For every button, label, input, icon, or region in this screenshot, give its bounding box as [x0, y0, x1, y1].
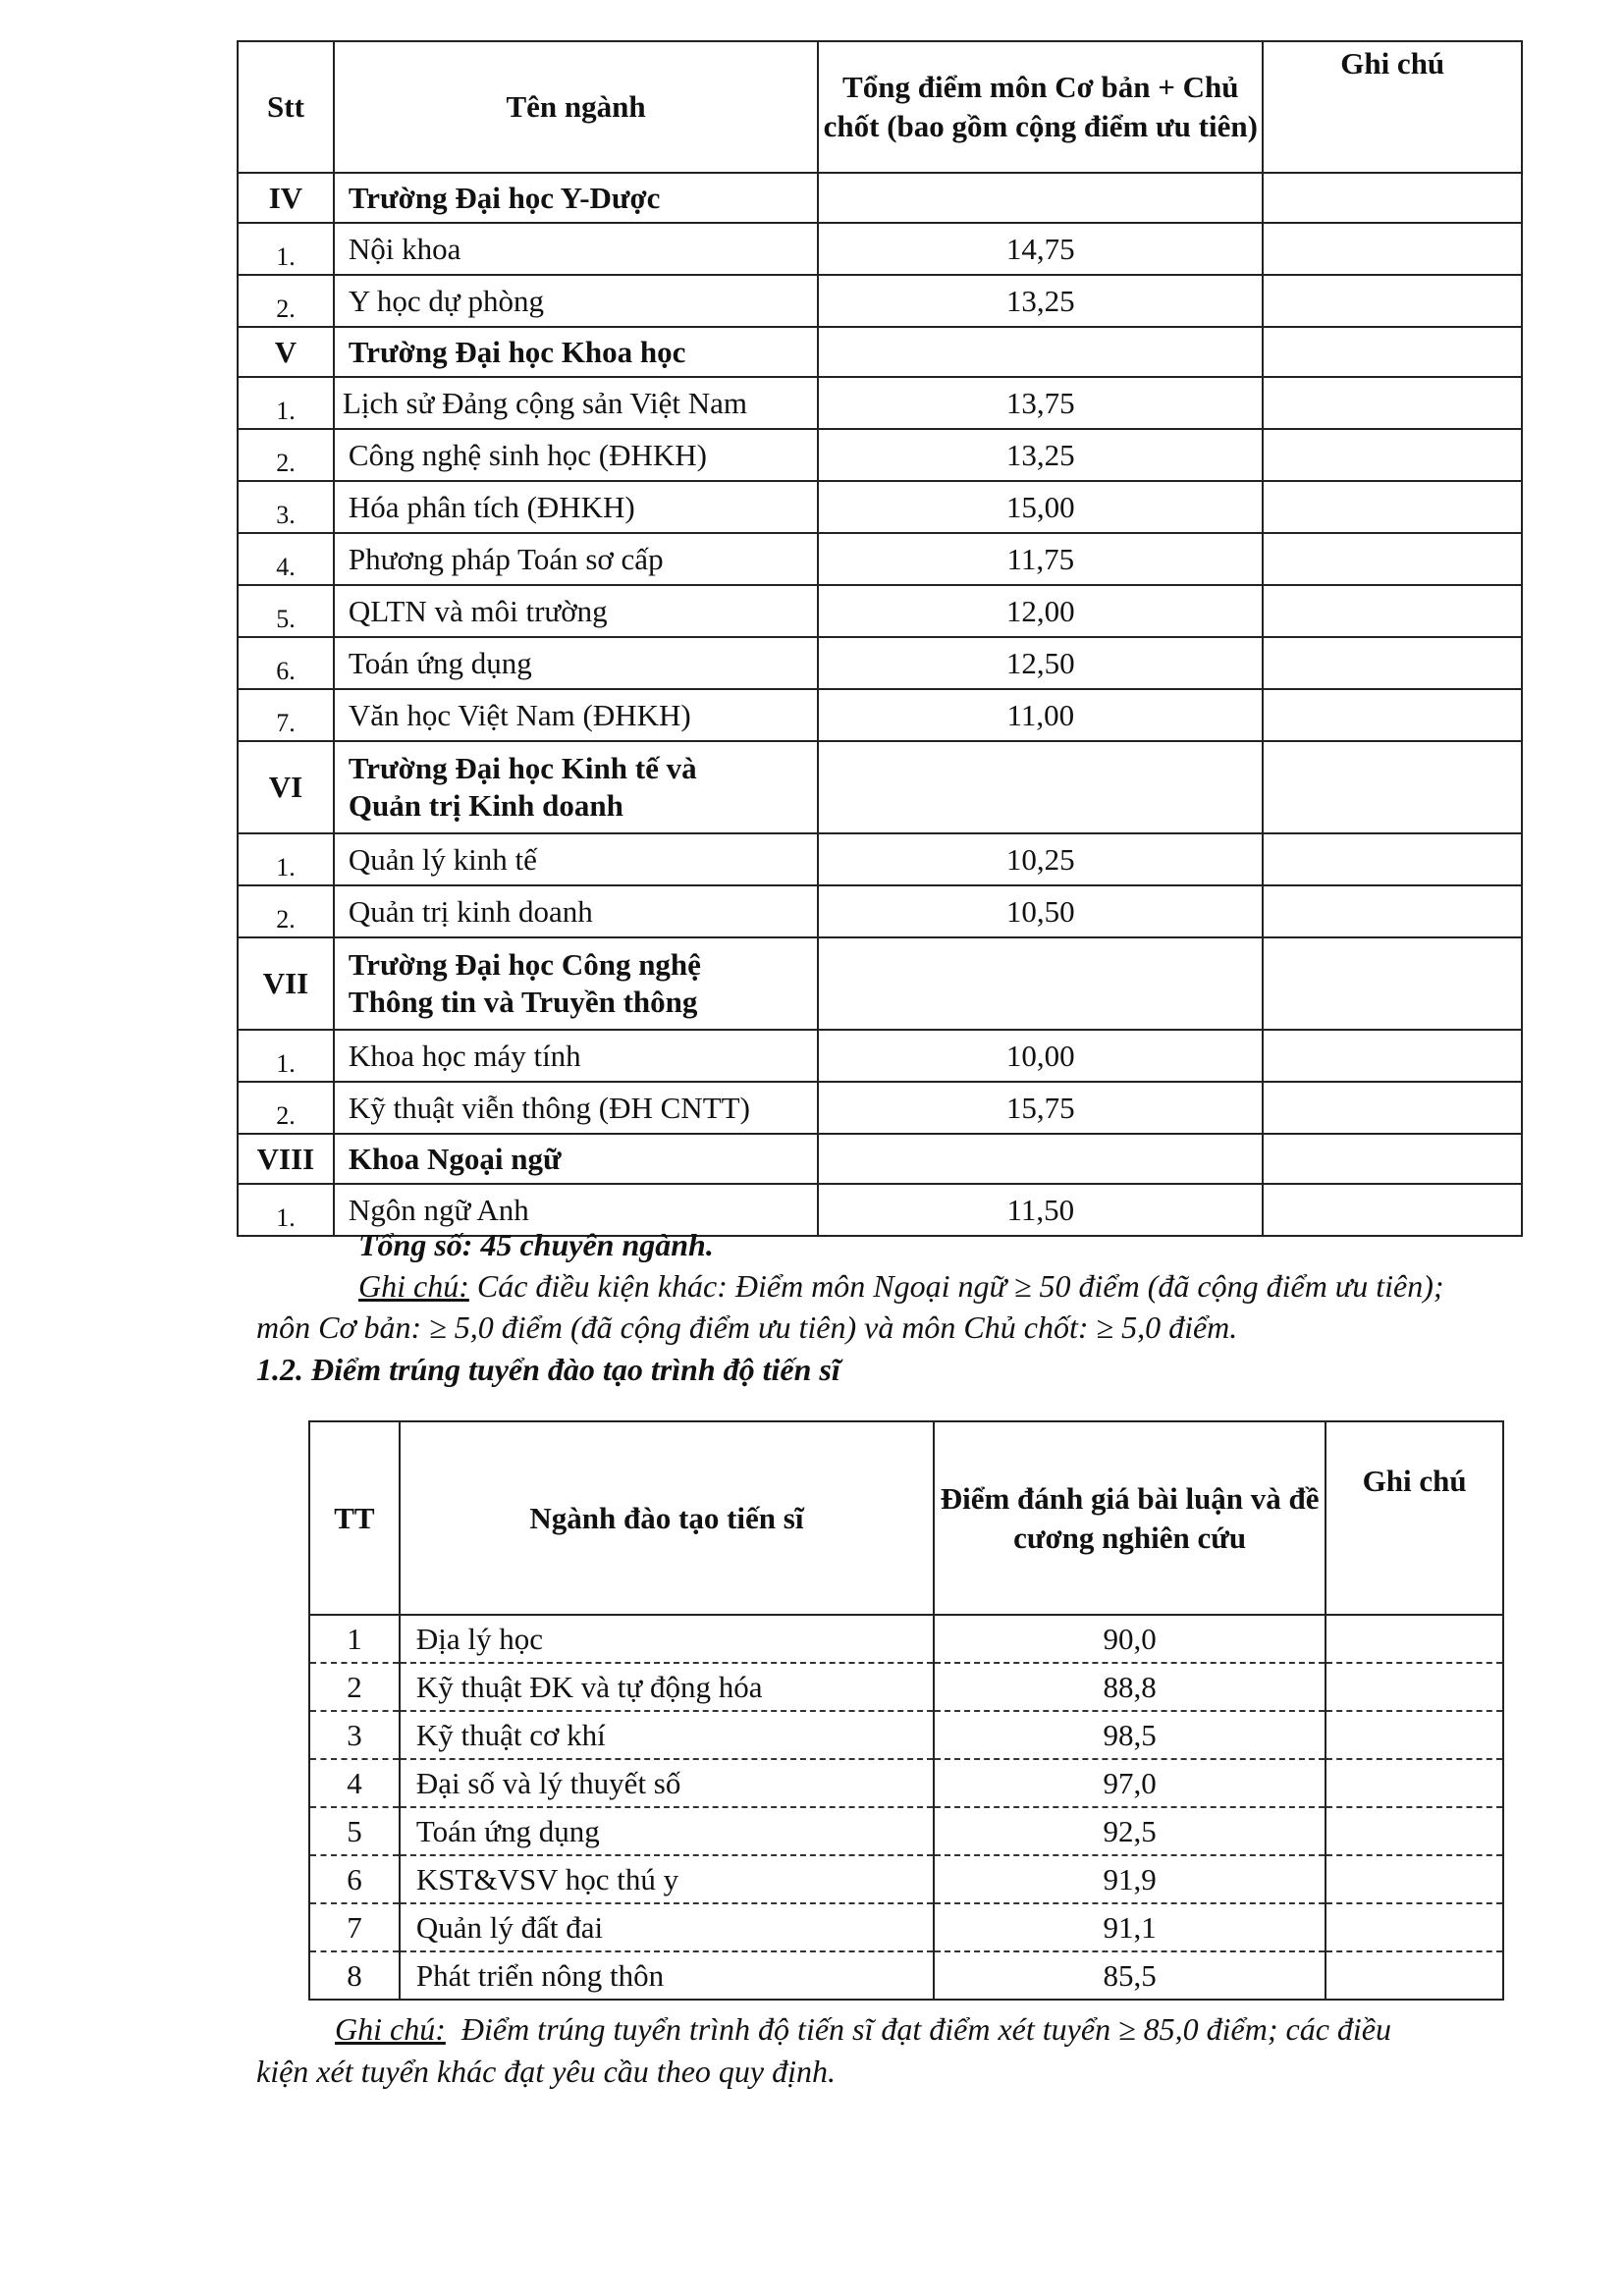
row-number: 6.: [238, 637, 334, 689]
header-major-name: Tên ngành: [334, 41, 818, 173]
phd-major-name: Quản lý đất đai: [400, 1903, 934, 1951]
table-row: [238, 885, 1522, 937]
phd-score: 88,8: [934, 1663, 1325, 1711]
table-row: [238, 223, 1522, 275]
row-number: 2: [309, 1663, 400, 1711]
phd-note: [1325, 1711, 1503, 1759]
phd-major-name: Địa lý học: [400, 1615, 934, 1663]
header-stt: Stt: [238, 41, 334, 173]
major-note: [1263, 429, 1522, 481]
section-name: Khoa Ngoại ngữ: [334, 1134, 818, 1184]
phd-score: 92,5: [934, 1807, 1325, 1855]
table-row: [238, 275, 1522, 327]
row-number: 5.: [238, 585, 334, 637]
masters-score-table: [237, 40, 1523, 1237]
table-row: [238, 689, 1522, 741]
row-number: 2.: [238, 1082, 334, 1134]
row-number: 1.: [238, 1184, 334, 1236]
table-row: [238, 637, 1522, 689]
major-name: Lịch sử Đảng cộng sản Việt Nam: [334, 377, 818, 429]
header-total-score: Tổng điểm môn Cơ bản + Chủ chốt (bao gồm cộng điểm ưu tiên): [818, 41, 1263, 173]
row-number: 1.: [238, 223, 334, 275]
major-note: [1263, 481, 1522, 533]
row-number: 3: [309, 1711, 400, 1759]
section-row: [238, 327, 1522, 377]
header-tt: TT: [309, 1421, 400, 1615]
header-phd-major: Ngành đào tạo tiến sĩ: [400, 1421, 934, 1615]
section-row: [238, 173, 1522, 223]
section-number: VII: [238, 937, 334, 1030]
major-name: Kỹ thuật viễn thông (ĐH CNTT): [334, 1082, 818, 1134]
major-name: QLTN và môi trường: [334, 585, 818, 637]
major-score: 11,75: [818, 533, 1263, 585]
major-note: [1263, 689, 1522, 741]
major-note: [1263, 637, 1522, 689]
table-row: [238, 481, 1522, 533]
phd-score: 85,5: [934, 1951, 1325, 2000]
phd-note-line1: Ghi chú: Điểm trúng tuyển trình độ tiến sĩ đạt điểm xét tuyển ≥ 85,0 điểm; các điều: [335, 2011, 1391, 2047]
section-number: V: [238, 327, 334, 377]
major-score: 10,25: [818, 833, 1263, 885]
phd-major-name: Đại số và lý thuyết số: [400, 1759, 934, 1807]
table-row: [309, 1759, 1503, 1807]
major-score: 13,75: [818, 377, 1263, 429]
row-number: 7: [309, 1903, 400, 1951]
major-name: Toán ứng dụng: [334, 637, 818, 689]
section-number: VI: [238, 741, 334, 833]
table-row: [309, 1807, 1503, 1855]
row-number: 6: [309, 1855, 400, 1903]
phd-note: [1325, 1807, 1503, 1855]
row-number: 1: [309, 1615, 400, 1663]
row-number: 2.: [238, 275, 334, 327]
major-score: 15,00: [818, 481, 1263, 533]
major-note: [1263, 1082, 1522, 1134]
phd-major-name: Kỹ thuật ĐK và tự động hóa: [400, 1663, 934, 1711]
table-row: [238, 1082, 1522, 1134]
phd-note: [1325, 1951, 1503, 2000]
row-number: 8: [309, 1951, 400, 2000]
section-row: [238, 1134, 1522, 1184]
major-name: Phương pháp Toán sơ cấp: [334, 533, 818, 585]
major-score: 13,25: [818, 429, 1263, 481]
phd-note-line2: kiện xét tuyển khác đạt yêu cầu theo quy định.: [256, 2054, 836, 2089]
table-row: [309, 1951, 1503, 2000]
row-number: 5: [309, 1807, 400, 1855]
major-score: 12,00: [818, 585, 1263, 637]
row-number: 1.: [238, 1030, 334, 1082]
section-number: IV: [238, 173, 334, 223]
row-number: 2.: [238, 885, 334, 937]
major-name: Ngôn ngữ Anh: [334, 1184, 818, 1236]
section-row: [238, 741, 1522, 833]
major-name: Khoa học máy tính: [334, 1030, 818, 1082]
major-name: Nội khoa: [334, 223, 818, 275]
major-score: 12,50: [818, 637, 1263, 689]
masters-note-line1: Ghi chú: Các điều kiện khác: Điểm môn Ngoại ngữ ≥ 50 điểm (đã cộng điểm ưu tiên);: [358, 1268, 1444, 1304]
table-row: [309, 1615, 1503, 1663]
table-row: [309, 1663, 1503, 1711]
phd-note: [1325, 1855, 1503, 1903]
header-note: Ghi chú: [1263, 41, 1522, 173]
table-row: [238, 533, 1522, 585]
table-header-row: [309, 1421, 1503, 1615]
phd-score: 97,0: [934, 1759, 1325, 1807]
masters-note-line2: môn Cơ bản: ≥ 5,0 điểm (đã cộng điểm ưu tiên) và môn Chủ chốt: ≥ 5,0 điểm.: [256, 1309, 1238, 1345]
major-note: [1263, 585, 1522, 637]
phd-score-table: [308, 1420, 1504, 2001]
major-name: Quản lý kinh tế: [334, 833, 818, 885]
major-score: 11,00: [818, 689, 1263, 741]
major-name: Văn học Việt Nam (ĐHKH): [334, 689, 818, 741]
phd-note: [1325, 1903, 1503, 1951]
phd-major-name: KST&VSV học thú y: [400, 1855, 934, 1903]
header-essay-score: Điểm đánh giá bài luận và đề cương nghiên cứu: [934, 1421, 1325, 1615]
major-name: Công nghệ sinh học (ĐHKH): [334, 429, 818, 481]
phd-score: 90,0: [934, 1615, 1325, 1663]
section-name: Trường Đại học Khoa học: [334, 327, 818, 377]
major-note: [1263, 275, 1522, 327]
major-score: 14,75: [818, 223, 1263, 275]
table-row: [238, 429, 1522, 481]
table-row: [309, 1855, 1503, 1903]
row-number: 4.: [238, 533, 334, 585]
table-row: [238, 1030, 1522, 1082]
major-name: Hóa phân tích (ĐHKH): [334, 481, 818, 533]
section-number: VIII: [238, 1134, 334, 1184]
table-row: [238, 585, 1522, 637]
major-score: 13,25: [818, 275, 1263, 327]
total-majors: Tổng số: 45 chuyên ngành.: [358, 1227, 714, 1262]
major-note: [1263, 1184, 1522, 1236]
table-row: [238, 377, 1522, 429]
header-note: Ghi chú: [1325, 1421, 1503, 1615]
row-number: 1.: [238, 833, 334, 885]
major-note: [1263, 1030, 1522, 1082]
row-number: 7.: [238, 689, 334, 741]
major-score: 11,50: [818, 1184, 1263, 1236]
phd-major-name: Kỹ thuật cơ khí: [400, 1711, 934, 1759]
phd-major-name: Toán ứng dụng: [400, 1807, 934, 1855]
major-score: 10,50: [818, 885, 1263, 937]
major-note: [1263, 223, 1522, 275]
section-row: [238, 937, 1522, 1030]
section-title: 1.2. Điểm trúng tuyển đào tạo trình độ tiến sĩ: [256, 1352, 840, 1387]
section-name: Trường Đại học Công nghệ Thông tin và Truyền thông: [334, 937, 818, 1030]
section-name: Trường Đại học Y-Dược: [334, 173, 818, 223]
major-score: 10,00: [818, 1030, 1263, 1082]
section-name: Trường Đại học Kinh tế và Quản trị Kinh doanh: [334, 741, 818, 833]
row-number: 3.: [238, 481, 334, 533]
row-number: 2.: [238, 429, 334, 481]
table-row: [309, 1711, 1503, 1759]
phd-score: 98,5: [934, 1711, 1325, 1759]
table-row: [238, 833, 1522, 885]
table-row: [309, 1903, 1503, 1951]
major-note: [1263, 833, 1522, 885]
phd-note: [1325, 1663, 1503, 1711]
major-name: Quản trị kinh doanh: [334, 885, 818, 937]
major-note: [1263, 533, 1522, 585]
row-number: 4: [309, 1759, 400, 1807]
table-header-row: [238, 41, 1522, 173]
phd-note: [1325, 1759, 1503, 1807]
major-score: 15,75: [818, 1082, 1263, 1134]
phd-score: 91,9: [934, 1855, 1325, 1903]
major-note: [1263, 377, 1522, 429]
row-number: 1.: [238, 377, 334, 429]
phd-score: 91,1: [934, 1903, 1325, 1951]
major-name: Y học dự phòng: [334, 275, 818, 327]
major-note: [1263, 885, 1522, 937]
phd-note: [1325, 1615, 1503, 1663]
phd-major-name: Phát triển nông thôn: [400, 1951, 934, 2000]
